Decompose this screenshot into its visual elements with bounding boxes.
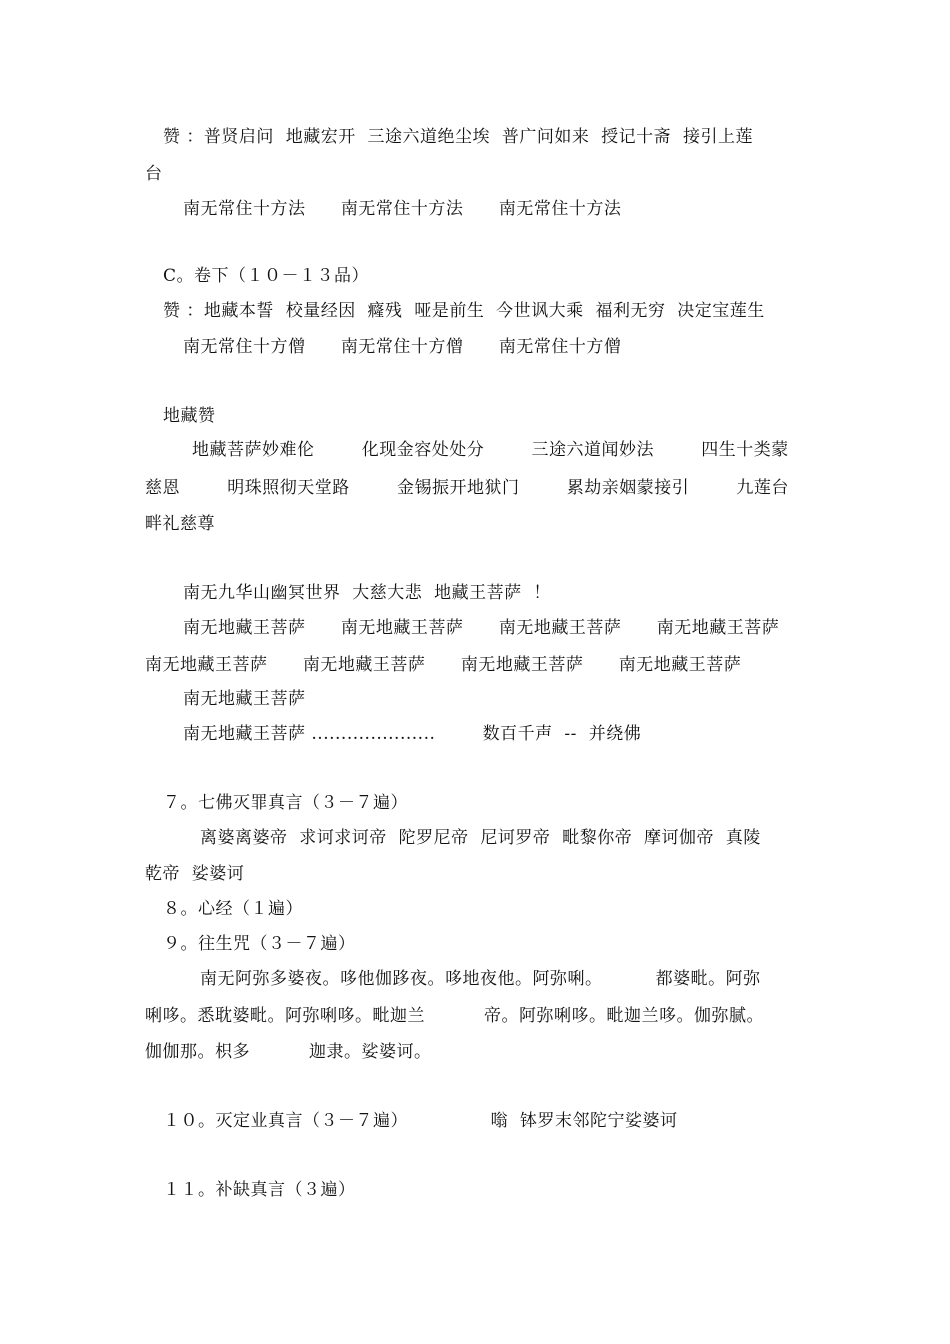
text-line-16: ７。七佛灭罪真言（３－７遍） (163, 793, 408, 813)
text-line-19: ８。心经（１遍） (163, 899, 303, 919)
text-line-25: １１。补缺真言（３遍） (163, 1180, 356, 1200)
text-line-5: 赞 ：地藏本誓 校量经因 癃残 哑是前生 今世讽大乘 福利无穷 决定宝莲生 (163, 301, 765, 321)
text-line-3: 南无常住十方法 南无常住十方法 南无常住十方法 (183, 199, 622, 219)
text-line-22: 唎哆。悉耽婆毗。阿弥唎哆。毗迦兰 帝。阿弥唎哆。毗迦兰哆。伽弥腻。 (145, 1006, 765, 1026)
text-line-15: 南无地藏王菩萨 ..................... 数百千声 -- 并绕佛 (183, 724, 642, 744)
text-line-2: 台 (145, 164, 163, 184)
text-line-8: 地藏菩萨妙难伦 化现金容处处分 三途六道闻妙法 四生十类蒙 (192, 440, 789, 460)
text-line-12: 南无地藏王菩萨 南无地藏王菩萨 南无地藏王菩萨 南无地藏王菩萨 (183, 618, 780, 638)
text-line-13: 南无地藏王菩萨 南无地藏王菩萨 南无地藏王菩萨 南无地藏王菩萨 (145, 655, 742, 675)
text-line-20: ９。往生咒（３－７遍） (163, 934, 356, 954)
text-line-10: 畔礼慈尊 (145, 514, 215, 534)
text-line-14: 南无地藏王菩萨 (183, 689, 306, 709)
text-line-1: 赞 ：普贤启问 地藏宏开 三途六道绝尘埃 普广问如来 授记十斋 接引上莲 (163, 127, 753, 147)
text-line-18: 乾帝 娑婆诃 (145, 864, 245, 884)
text-line-24: １０。灭定业真言（３－７遍） 嗡 钵罗末邻陀宁娑婆诃 (163, 1111, 678, 1131)
text-line-9: 慈恩 明珠照彻天堂路 金锡振开地狱门 累劫亲姻蒙接引 九莲台 (145, 478, 789, 498)
text-line-7: 地藏赞 (163, 406, 216, 426)
text-line-11: 南无九华山幽冥世界 大慈大悲 地藏王菩萨 ！ (183, 583, 551, 603)
text-line-6: 南无常住十方僧 南无常住十方僧 南无常住十方僧 (183, 337, 622, 357)
text-line-23: 伽伽那。枳多 迦隶。娑婆诃。 (145, 1042, 432, 1062)
text-line-4: C。卷下（１０－１３品） (163, 266, 370, 286)
text-line-17: 离婆离婆帝 求诃求诃帝 陀罗尼帝 尼诃罗帝 毗黎你帝 摩诃伽帝 真陵 (200, 828, 761, 848)
text-line-21: 南无阿弥多婆夜。哆他伽跢夜。哆地夜他。阿弥唎。 都婆毗。阿弥 (200, 969, 761, 989)
